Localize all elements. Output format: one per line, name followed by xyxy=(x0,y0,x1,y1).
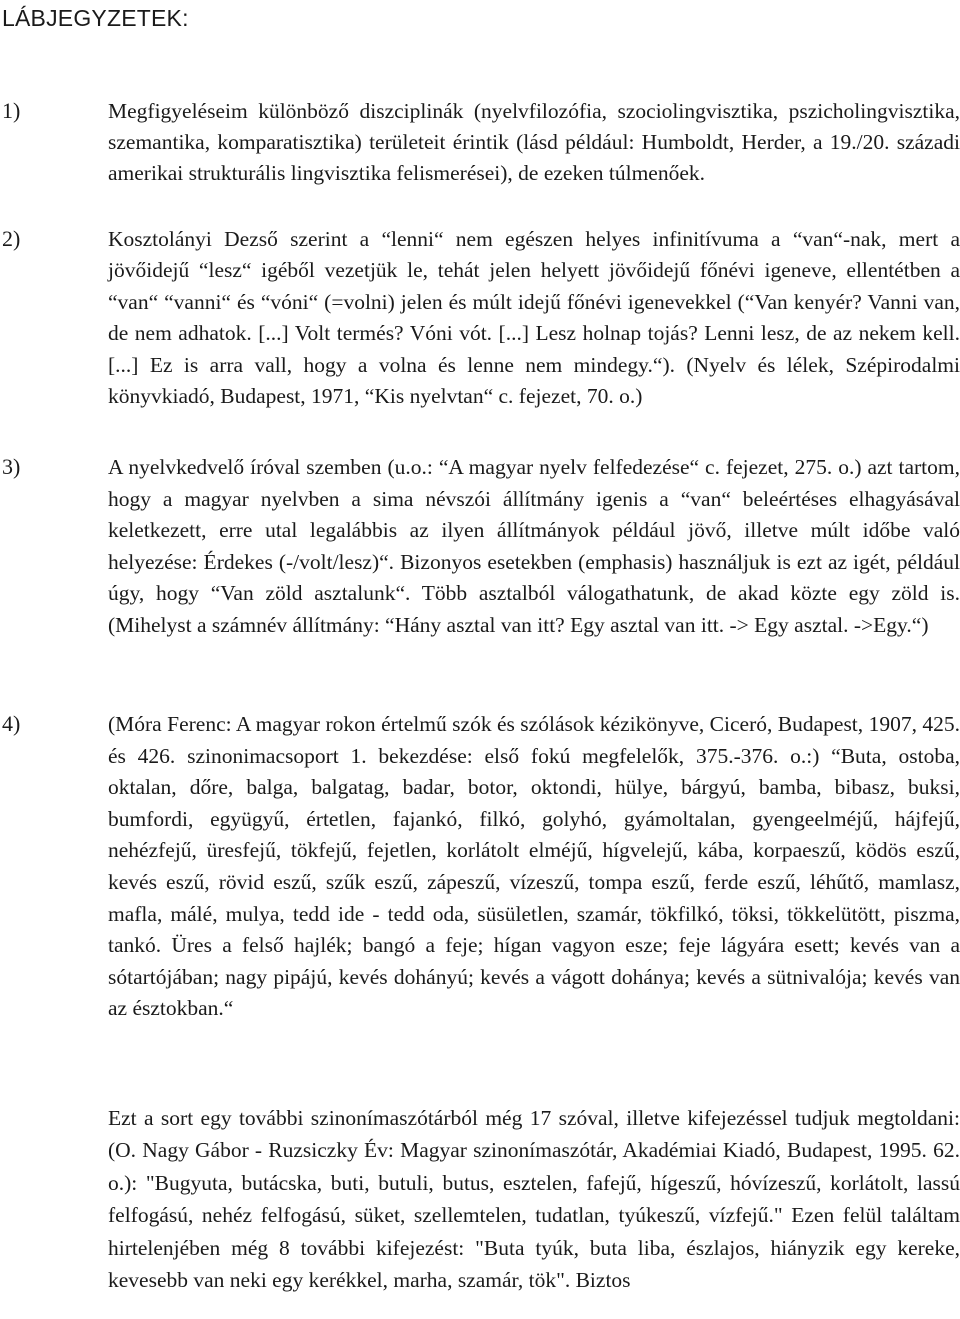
footnote-text-4: (Móra Ferenc: A magyar rokon értelmű szók és szólások kézikönyve, Ciceró, Budapest, 1907, 425. és 426. szinonimacsoport 1. bekezdése: első fokú megfelelők, 375.-376. o.:) “Buta, ostoba, oktalan, dőre, balga, balgatag, badar, botor, oktondi, hülye, bárgyú, bamba, bibasz, buksi, bumfordi, együgyű, értetlen, fajankó, filkó, golyhó, gyámoltalan, gyengeelméjű, hájfejű, nehézfejű, üresfejű, tökfejű, fejetlen, korlátolt elméjű, hígvelejű, kába, korpaeszű, ködös eszű, kevés eszű, rövid eszű, szűk eszű, zápeszű, vízeszű, tompa eszű, ferde eszű, léhűtő, mamlasz, mafla, málé, mulya, tedd ide - tedd oda, süsületlen, szamár, tökfilkó, töksi, tökkelütött, piszma, tankó. Üres a felső hajlék; bangó a feje; hígan vagyon esze; feje lágyára esett; kevés van a sótartójában; nagy pipájú, kevés dohányú; kevés a vágott dohánya; kevés a sütnivalója; kevés van az észtokban.“ xyxy=(108,712,960,1021)
footnote-text-2: Kosztolányi Dezső szerint a “lenni“ nem egészen helyes infinitívuma a “van“-nak, mert a jövőidejű “lesz“ igéből vezetjük le, tehát jelen helyett jövőidejű főnévi igeneve, ellentétben a “van“ “vanni“ és “vóni“ (=volni) jelen és múlt idejű főnévi igenevekkel (“Van kenyér? Vanni van, de nem adhatok. [...] Volt termés? Vóni vót. [...] Lesz holnap tojás? Lenni lesz, de az nekem kell. [...] Ez is arra vall, hogy a volna és lenne nem mindegy.“). (Nyelv és lélek, Szépirodalmi könyvkiadó, Budapest, 1971, “Kis nyelvtan“ c. fejezet, 70. o.) xyxy=(108,227,960,409)
footnote-number-2: 2) xyxy=(2,226,21,251)
footnotes-heading: LÁBJEGYZETEK: xyxy=(2,5,189,31)
footnote-text-3: A nyelvkedvelő íróval szemben (u.o.: “A magyar nyelv felfedezése“ c. fejezet, 275. o.) azt tartom, hogy a magyar nyelvben a sima névszói állítmány igenis a “van“ beleértéses elhagyásával keletkezett, erre utal legalábbis az ilyen állítmányok például jövő, illetve múlt időbe való helyezése: Érdekes (-/volt/lesz)“. Bizonyos esetekben (emphasis) használjuk is ezt az igét, például úgy, hogy “Van zöld asztalunk“. Több asztalból válogathatunk, de akad közte egy zöld is. (Mihelyst a számnév állítmány: “Hány asztal van itt? Egy asztal van itt. -> Egy asztal. ->Egy.“) xyxy=(108,455,960,637)
footnote-number-1: 1) xyxy=(2,98,21,123)
footnote-number-3: 3) xyxy=(2,454,21,479)
footnote-number-4: 4) xyxy=(2,711,21,736)
footnote-text-1: Megfigyeléseim különböző diszciplinák (nyelvfilozófia, szociolingvisztika, pszicholingvisztika, szemantika, komparatisztika) területeit érintik (lásd például: Humboldt, Herder, a 19./20. századi amerikai strukturális lingvisztika felismerései), de ezeken túlmenőek. xyxy=(108,99,960,185)
continuation-paragraph: Ezt a sort egy további szinonímaszótárból még 17 szóval, illetve kifejezéssel tudjuk megtoldani: (O. Nagy Gábor - Ruzsiczky Év: Magyar szinonímaszótár, Akadémiai Kiadó, Budapest, 1995. 62. o.): "Bugyuta, butácska, buti, butuli, butus, esztelen, fafejű, hígeszű, hóvízeszű, korlátolt, lassú felfogású, nehéz felfogású, süket, szellemtelen, tudatlan, tyúkeszű, vízfejű." Ezen felül találtam hirtelenjében még 8 további kifejezést: "Buta tyúk, buta liba, észlajos, hiányzik egy kereke, kevesebb van neki egy kerékkel, marha, szamár, tök". Biztos xyxy=(108,1106,960,1293)
